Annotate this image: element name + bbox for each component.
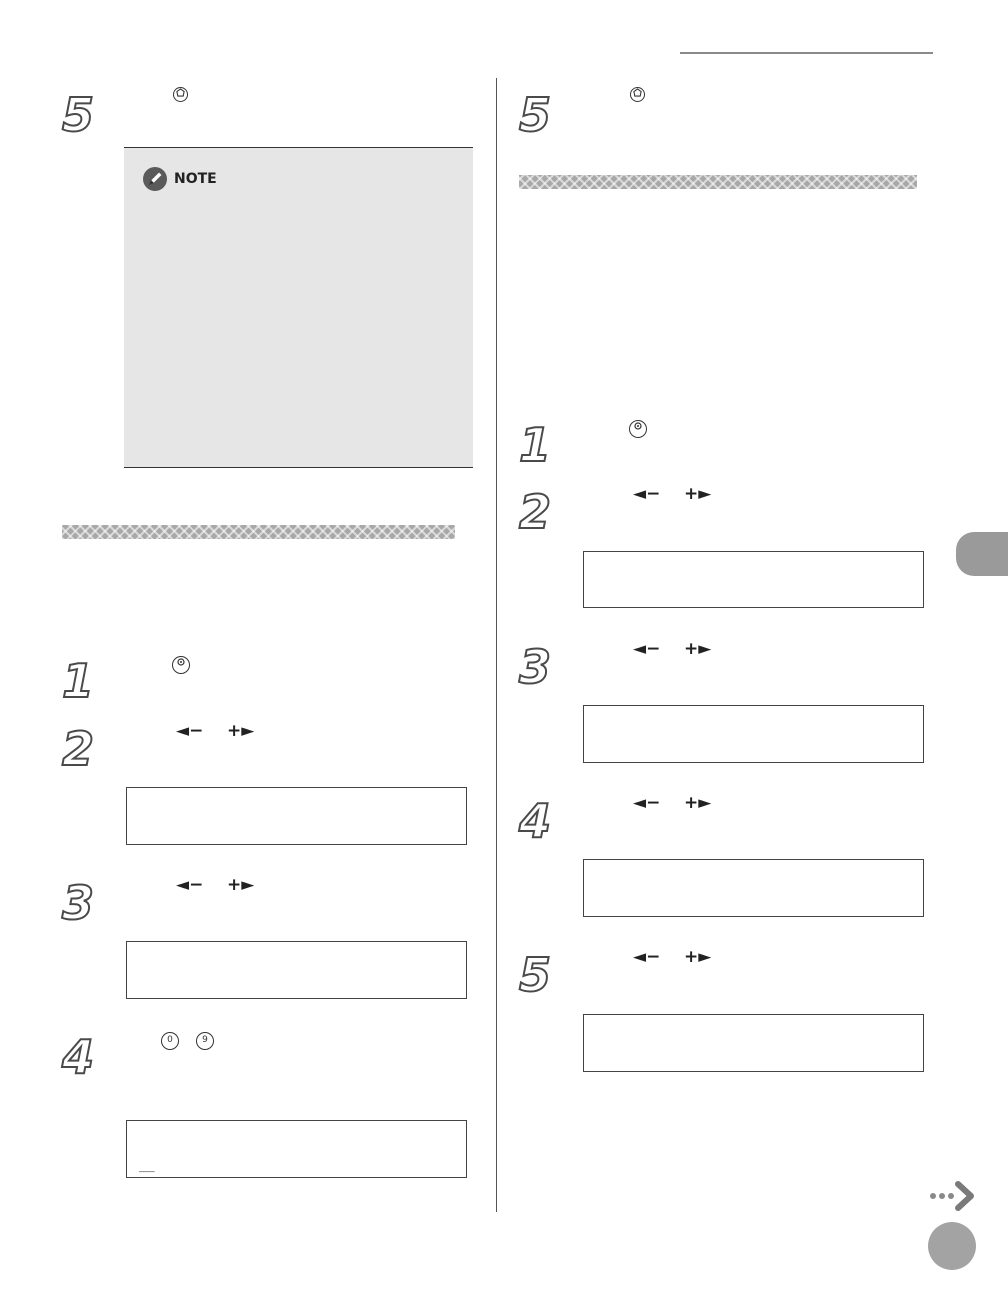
lcd-display: [583, 1014, 924, 1072]
chapter-side-tab: [956, 532, 1008, 576]
arrow-keys-icon: ◄− +►: [176, 721, 255, 741]
arrow-keys-icon: ◄− +►: [633, 947, 712, 967]
menu-icon: [172, 656, 190, 674]
column-divider: [496, 78, 497, 1212]
number-key-icon: 9: [196, 1032, 214, 1050]
section-heading-bar: [519, 175, 917, 189]
pencil-note-icon: [142, 166, 168, 192]
lcd-cursor: __: [139, 1158, 155, 1173]
stop-icon: [630, 87, 645, 102]
step-number: 4: [62, 1030, 95, 1084]
note-box: [124, 147, 473, 468]
number-key-icon: 0: [161, 1032, 179, 1050]
menu-icon: [629, 420, 647, 438]
arrow-keys-icon: ◄− +►: [633, 793, 712, 813]
stop-icon: [173, 87, 188, 102]
step-number: 1: [519, 418, 552, 472]
step-number: 1: [62, 654, 95, 708]
note-label: NOTE: [174, 171, 217, 187]
step-number: 2: [62, 722, 95, 776]
page-number-circle: [928, 1222, 976, 1270]
lcd-display: [583, 551, 924, 608]
step-number: 5: [519, 88, 552, 142]
step-number: 3: [62, 876, 95, 930]
arrow-keys-icon: ◄− +►: [633, 484, 712, 504]
step-number: 3: [519, 640, 552, 694]
header-rule: [680, 52, 933, 54]
step-number: 5: [62, 88, 95, 142]
lcd-display: [126, 787, 467, 845]
lcd-display: [126, 941, 467, 999]
arrow-keys-icon: ◄− +►: [176, 875, 255, 895]
lcd-display: [583, 705, 924, 763]
lcd-display: [583, 859, 924, 917]
step-number: 2: [519, 485, 552, 539]
step-number: 4: [519, 794, 552, 848]
next-page-arrow-icon[interactable]: [928, 1180, 976, 1212]
arrow-keys-icon: ◄− +►: [633, 639, 712, 659]
step-number: 5: [519, 948, 552, 1002]
section-heading-bar: [62, 525, 455, 539]
lcd-display: [126, 1120, 467, 1178]
